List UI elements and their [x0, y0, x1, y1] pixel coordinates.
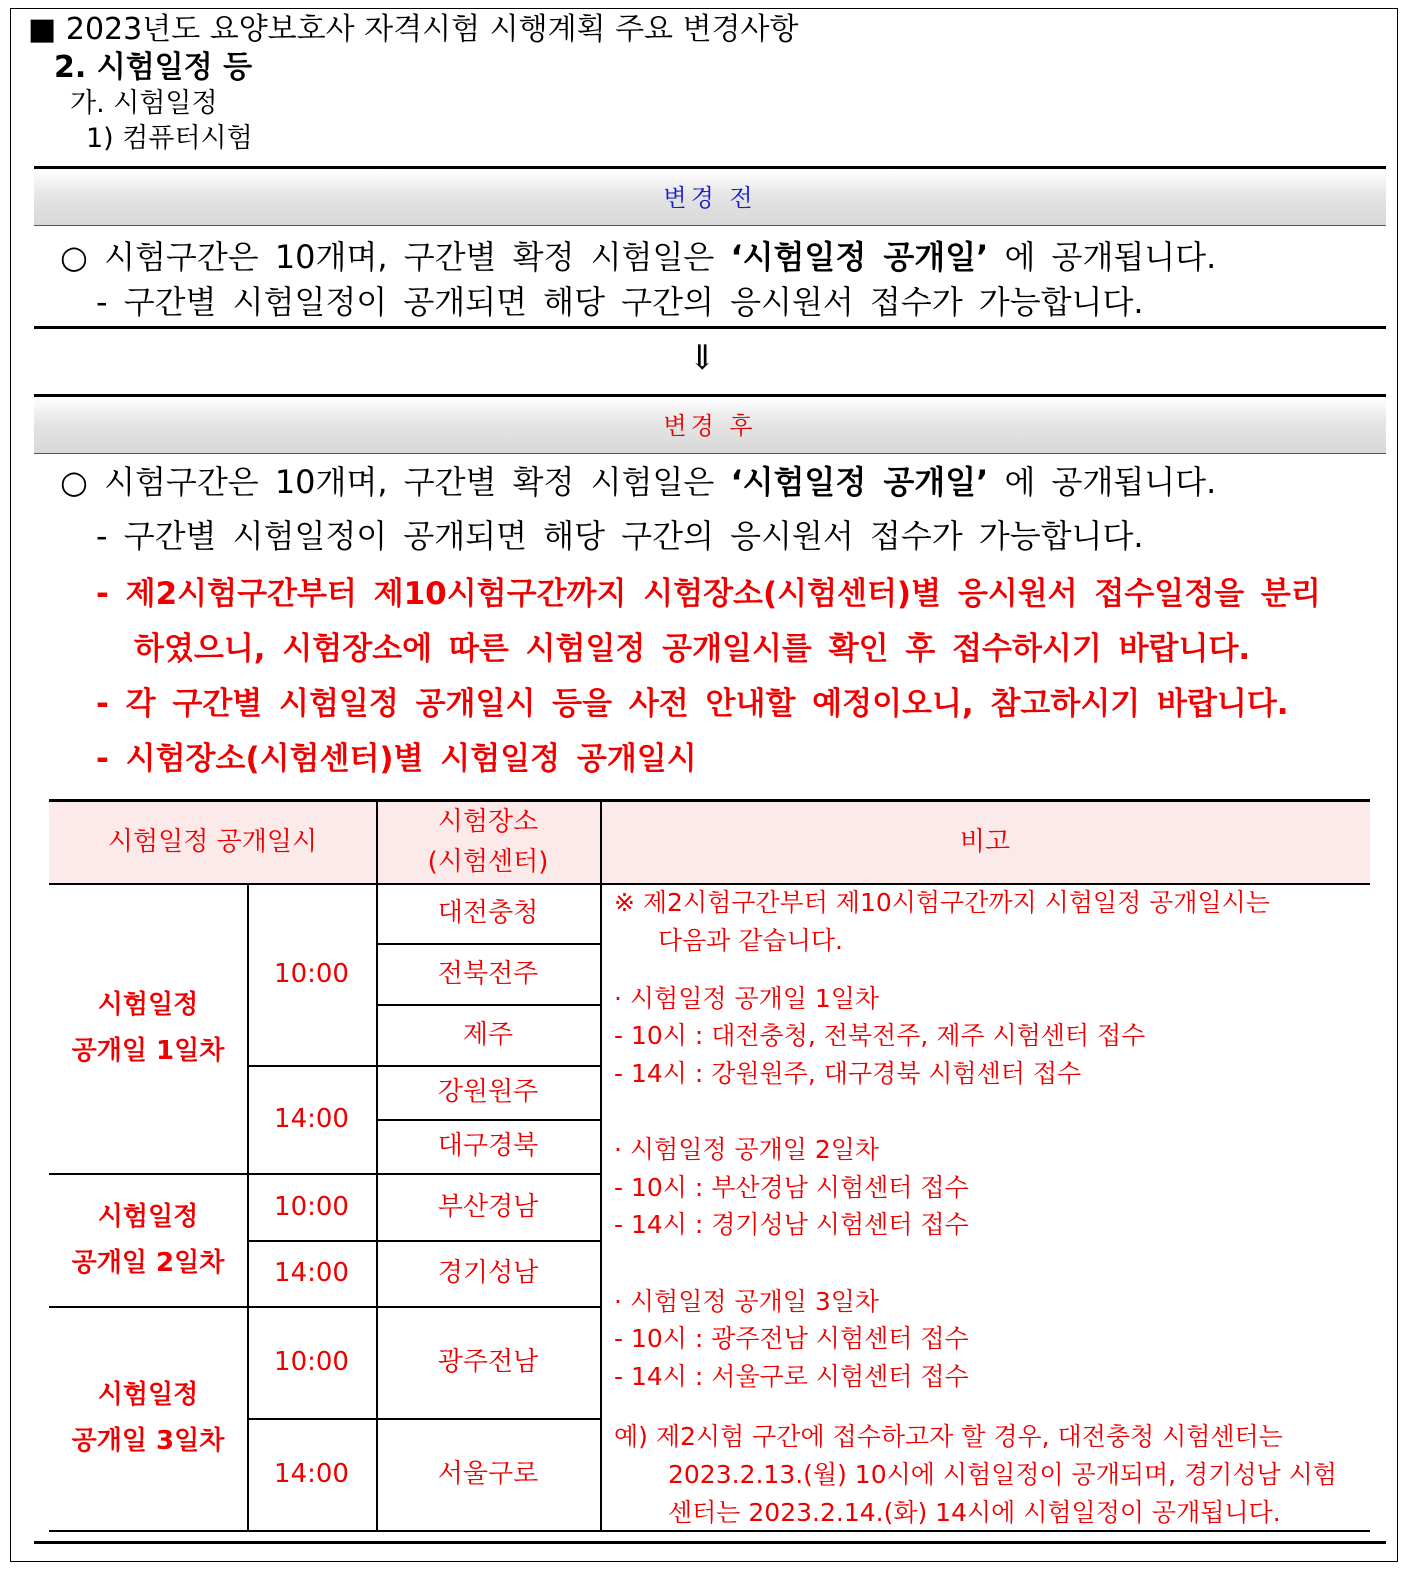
document-title: ■ 2023년도 요양보호사 자격시험 시행계획 주요 변경사항	[28, 12, 799, 47]
row-divider	[247, 1240, 600, 1242]
after-red-line-3: - 시험장소(시험센터)별 시험일정 공개일시	[96, 741, 697, 777]
down-arrow-icon: ⇓	[688, 338, 717, 378]
place-cell: 부산경남	[437, 1191, 539, 1222]
row-divider	[49, 1173, 600, 1175]
row-divider	[247, 1065, 600, 1067]
place-cell: 서울구로	[437, 1459, 539, 1489]
day-2-cell: 시험일정 공개일 2일차	[71, 1201, 225, 1278]
row-divider	[49, 1306, 600, 1308]
after-label: 변경 후	[34, 394, 1386, 454]
header-schedule: 시험일정 공개일시	[49, 801, 376, 883]
after-line-2: - 구간별 시험일정이 공개되면 해당 구간의 응시원서 접수가 가능합니다.	[96, 517, 1144, 555]
table-top-rule	[49, 799, 1370, 802]
before-bottom-rule	[34, 326, 1386, 329]
before-line-2: - 구간별 시험일정이 공개되면 해당 구간의 응시원서 접수가 가능합니다.	[96, 283, 1144, 321]
before-label: 변경 전	[34, 166, 1386, 226]
place-cell: 제주	[462, 1019, 514, 1050]
subsection-heading: 가. 시험일정	[70, 88, 218, 119]
row-divider	[376, 943, 600, 945]
day-1-cell: 시험일정 공개일 1일차	[71, 990, 225, 1066]
place-cell: 대구경북	[437, 1131, 539, 1161]
row-divider	[376, 1119, 600, 1121]
after-red-line-1a: - 제2시험구간부터 제10시험구간까지 시험장소(시험센터)별 응시원서 접수일정을 분리	[96, 576, 1321, 612]
page-bottom-rule	[34, 1541, 1386, 1544]
col-divider	[247, 883, 249, 1532]
time-cell: 10:00	[274, 1347, 349, 1377]
after-red-line-1b: 하였으니, 시험장소에 따른 시험일정 공개일시를 확인 후 접수하시기 바랍니다.	[134, 631, 1251, 667]
before-line-1: ○ 시험구간은 10개며, 구간별 확정 시험일은 ‘시험일정 공개일’ 에 공개됩니다.	[60, 238, 1217, 276]
col-divider	[600, 799, 602, 1532]
row-divider	[247, 1418, 600, 1420]
place-cell: 전북전주	[437, 958, 539, 989]
after-line-1: ○ 시험구간은 10개며, 구간별 확정 시험일은 ‘시험일정 공개일’ 에 공개됩니다.	[60, 463, 1217, 501]
time-cell: 14:00	[274, 1258, 349, 1288]
place-cell: 강원원주	[437, 1077, 539, 1107]
time-cell: 14:00	[274, 1104, 349, 1134]
place-cell: 대전충청	[437, 898, 539, 928]
place-cell: 경기성남	[437, 1258, 539, 1288]
time-cell: 10:00	[274, 1191, 349, 1222]
section-heading: 2. 시험일정 등	[54, 50, 253, 85]
col-divider	[376, 799, 378, 1532]
header-place-line1: 시험장소	[437, 807, 539, 837]
header-place	[376, 801, 600, 883]
time-cell: 14:00	[274, 1459, 349, 1489]
header-place-line2: (시험센터)	[427, 847, 549, 877]
after-red-line-2: - 각 구간별 시험일정 공개일시 등을 사전 안내할 예정이오니, 참고하시기 바랍니다.	[96, 686, 1289, 722]
row-divider	[376, 1004, 600, 1006]
schedule-table: 시험일정 공개일시 시험장소 (시험센터) 비고 시험일정 공개일 1일차 시험일정 공개일 2일차 시험일정 공개일 3일차 10:00 14:00 10:00 14:00 10:00 14:00 대전충청 전북전주 제주 강원원주 대구경북 부산경남 경기성남 광주전남 서울구로 ※ 제2시험구간부터 제10시험구간까지 시험일정 공개일시는 다음과 같습니다. · 시험일정 공개일 1일차 - 10시 : 대전충청, 전북전주, 제주 시험센터 접수 - 14시 : 강원원주, 대구경북 시험센터 접수 · 시험일정 공개일 2일차 - 10시 : 부산경남 시험센터 접수 - 14시 : 경기성남 시험센터 접수 · 시험일정 공개일 3일차 - 10시 : 광주전남 시험센터 접수 - 14시 : 서울구로 시험센터 접수 예) 제2시험 구간에 접수하고자 할 경우, 대전충청 시험센터는 2023.2.13.(월) 10시에 시험일정이 공개되며, 경기성남 시험 센터는 2023.2.14.(화) 14시에 시험일정이 공개됩니다.	[49, 799, 1370, 1533]
day-3-cell: 시험일정 공개일 3일차	[71, 1380, 225, 1456]
time-cell: 10:00	[274, 959, 349, 989]
place-cell: 광주전남	[437, 1347, 539, 1377]
header-remarks: 비고	[600, 801, 1370, 883]
item-heading: 1) 컴퓨터시험	[86, 123, 253, 154]
